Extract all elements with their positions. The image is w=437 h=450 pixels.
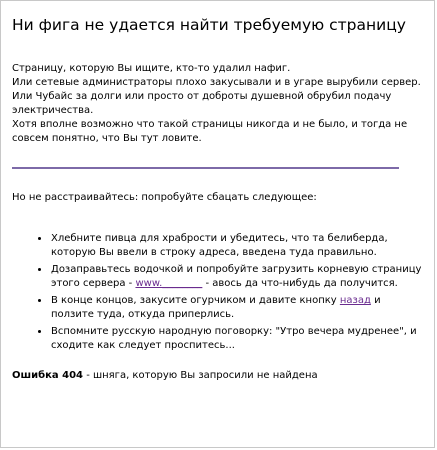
tip-text: и ползите туда, откуда приперлись. bbox=[51, 295, 381, 320]
intro-line-3: Хотя вполне возможно что такой страницы никогда и не было, и тогда не совсем понятно, что Вы тут ловите. bbox=[12, 119, 408, 144]
tips-list bbox=[12, 231, 424, 353]
tip-text: Дозаправьтесь водочкой и попробуйте загрузить корневую страницу этого сервера - bbox=[51, 264, 422, 289]
list-item bbox=[51, 293, 424, 322]
intro-line-1: Страницу, которую Вы ищите, кто-то удалил нафиг. bbox=[12, 63, 291, 74]
tip-text: В конце концов, закусите огурчиком и давите кнопку bbox=[51, 295, 340, 306]
error-code: Ошибка 404 bbox=[12, 370, 84, 381]
intro-text bbox=[12, 62, 424, 146]
suggest-text: Но не расстраивайтесь: попробуйте сбацать следующее: bbox=[12, 192, 317, 203]
tip-text: - авось да что-нибудь да получится. bbox=[202, 278, 398, 289]
list-item bbox=[51, 262, 424, 291]
page-title: Ни фига не удается найти требуемую страницу bbox=[12, 16, 406, 34]
tip-text: Хлебните пивца для храбрости и убедитесь, что та белиберда, которую Вы ввели в строку адреса, введена туда правильно. bbox=[51, 233, 388, 258]
error-message: - шняга, которую Вы запросили не найдена bbox=[83, 370, 318, 381]
list-item bbox=[51, 231, 424, 260]
tip-text: Вспомните русскую народную поговорку: "Утро вечера мудренее", и сходите как следует проспитесь... bbox=[51, 326, 417, 351]
server-root-link[interactable]: www.________ bbox=[135, 278, 203, 289]
intro-line-2: Или сетевые администраторы плохо закусывали и в угаре вырубили сервер. Или Чубайс за долги или просто от доброты душевной обрубил подачу электричества. bbox=[12, 77, 421, 116]
error-footer bbox=[12, 369, 424, 383]
divider bbox=[12, 167, 399, 169]
back-link[interactable]: назад bbox=[339, 295, 371, 306]
list-item bbox=[51, 324, 424, 353]
